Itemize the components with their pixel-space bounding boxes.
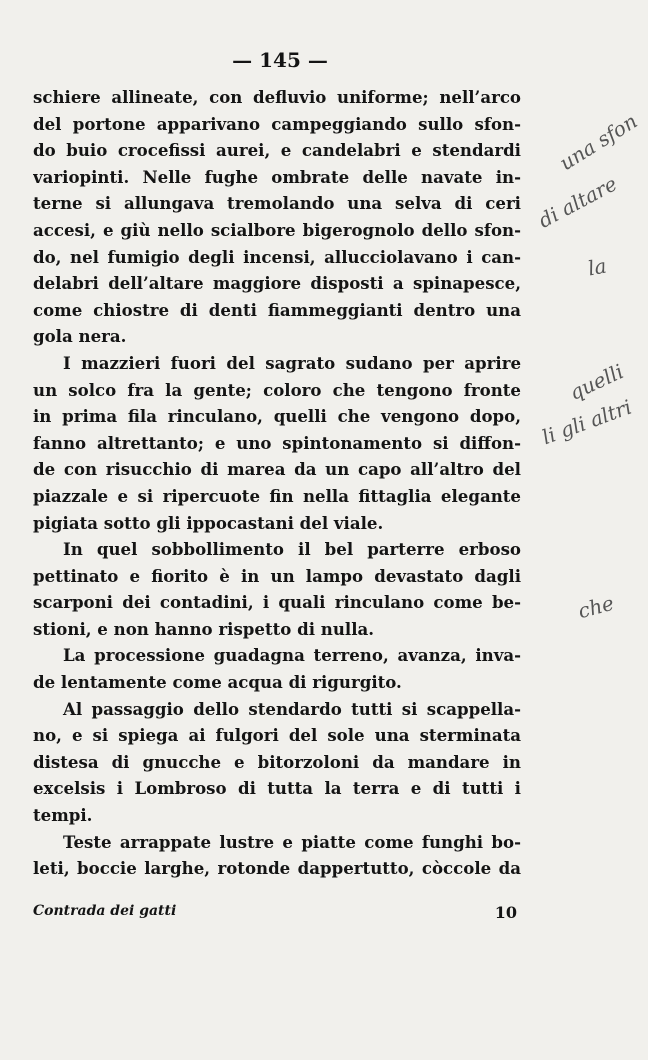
text-line: distesa di gnucche e bitorzoloni da mandare in	[33, 751, 521, 772]
text-body	[33, 84, 521, 882]
text-line: leti, boccie larghe, rotonde dappertutto, còccole da	[33, 858, 521, 879]
margin-note: la	[586, 253, 609, 281]
text-line: I mazzieri fuori del sagrato sudano per aprire	[63, 352, 521, 373]
margin-note: quelli	[565, 359, 628, 405]
text-line: variopinti. Nelle fughe ombrate delle navate in-	[33, 166, 521, 187]
text-line: no, e si spiega ai fulgori del sole una sterminata	[33, 725, 521, 746]
signature-mark: 10	[494, 903, 517, 922]
text-line: accesi, e giù nello scialbore bigerognolo dello sfon-	[33, 219, 521, 240]
page-footer	[33, 903, 521, 922]
text-line: stioni, e non hanno rispetto di nulla.	[33, 618, 375, 639]
text-line: gola nera.	[33, 326, 127, 347]
text-line: scarponi dei contadini, i quali rinculano come be-	[33, 592, 521, 613]
margin-note: una sfon	[555, 108, 642, 176]
text-line: piazzale e si ripercuote fin nella fittaglia elegante	[33, 485, 521, 506]
text-line: fanno altrettanto; e uno spintonamento si diffon-	[33, 432, 521, 453]
text-line: tempi.	[33, 805, 93, 826]
text-line: de lentamente come acqua di rigurgito.	[33, 672, 402, 693]
text-line: un solco fra la gente; coloro che tengono fronte	[33, 379, 521, 400]
text-line: Teste arrappate lustre e piatte come funghi bo-	[63, 831, 521, 852]
text-line: come chiostre di denti fiammeggianti dentro una	[33, 299, 521, 320]
text-line: excelsis i Lombroso di tutta la terra e di tutti i	[33, 778, 521, 799]
text-line: de con risucchio di marea da un capo all’altro del	[33, 459, 521, 480]
margin-note: che	[575, 590, 617, 624]
text-line: in prima fila rinculano, quelli che vengono dopo,	[33, 406, 521, 427]
text-line: terne si allungava tremolando una selva di ceri	[33, 193, 521, 214]
text-line: pettinato e fiorito è in un lampo devastato dagli	[33, 565, 521, 586]
text-line: schiere allineate, con defluvio uniforme; nell’arco	[33, 87, 521, 107]
text-line: La processione guadagna terreno, avanza, inva-	[63, 645, 521, 666]
margin-note: li gli altri	[538, 394, 635, 450]
margin-note: di altare	[534, 171, 621, 233]
footer-title: Contrada dei gatti	[33, 903, 177, 919]
text-line: do buio crocefissi aurei, e candelabri e stendardi	[33, 140, 521, 161]
text-line: delabri dell’altare maggiore disposti a spinapesce,	[33, 273, 521, 294]
text-line: do, nel fumigio degli incensi, allucciolavano i can-	[33, 246, 521, 267]
text-line: pigiata sotto gli ippocastani del viale.	[33, 512, 384, 533]
text-line: del portone apparivano campeggiando sullo sfon-	[33, 113, 521, 134]
page-number: — 145 —	[232, 48, 328, 72]
text-line: In quel sobbollimento il bel parterre erboso	[63, 539, 521, 560]
text-line: Al passaggio dello stendardo tutti si scappella-	[63, 698, 521, 719]
